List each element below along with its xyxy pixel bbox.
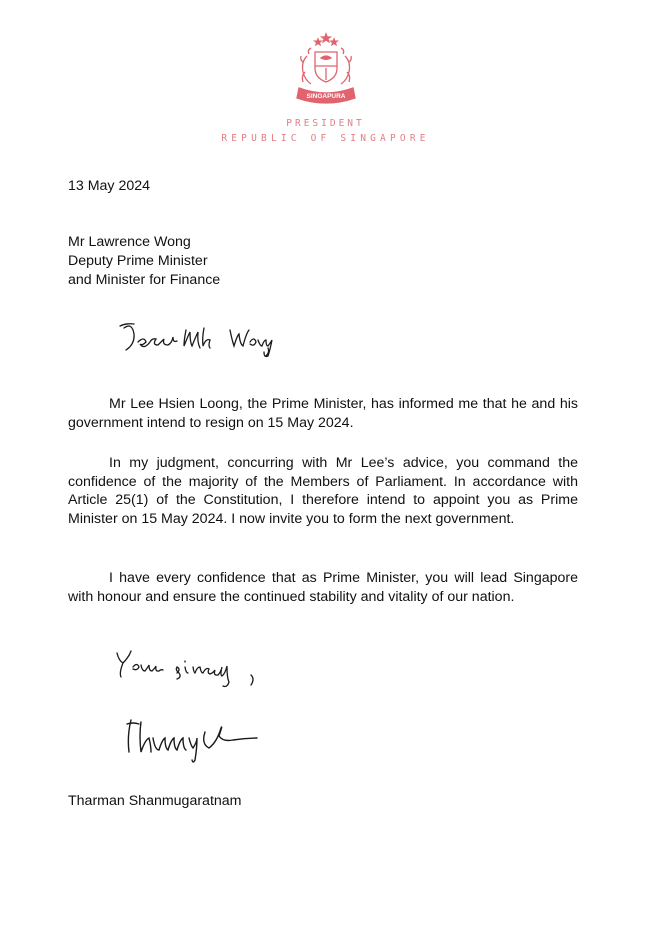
letter-paragraph-3: I have every confidence that as Prime Minister, you will lead Singapore with honour and ensure the continued stability and vitality of our nation. [68, 570, 578, 605]
letter-paragraph-1: Mr Lee Hsien Loong, the Prime Minister, has informed me that he and his government intend to resign on 15 May 2024. [68, 396, 578, 431]
letterhead-subtitle: REPUBLIC OF SINGAPORE [221, 133, 430, 144]
handwritten-signature [123, 712, 273, 768]
svg-text:SINGAPURA: SINGAPURA [306, 93, 346, 100]
recipient-name: Mr Lawrence Wong [68, 234, 191, 250]
coat-of-arms-icon [293, 32, 359, 110]
recipient-title: Deputy Prime Minister [68, 253, 208, 269]
letterhead-title: PRESIDENT [286, 118, 365, 129]
recipient-address [68, 233, 220, 290]
letter-date: 13 May 2024 [68, 178, 151, 194]
letter-paragraph-2: In my judgment, concurring with Mr Lee’s advice, you command the confidence of the majority of the Members of Parliament. In accordance with Article 25(1) of the Constitution, I therefore intend to appoint you as Prime Minister on 15 May 2024. I now invite you to form the next government. [68, 455, 578, 527]
recipient-title-2: and Minister for Finance [68, 272, 221, 288]
signatory-name: Tharman Shanmugaratnam [68, 793, 242, 809]
handwritten-closing [113, 645, 273, 695]
handwritten-salutation [118, 318, 278, 360]
